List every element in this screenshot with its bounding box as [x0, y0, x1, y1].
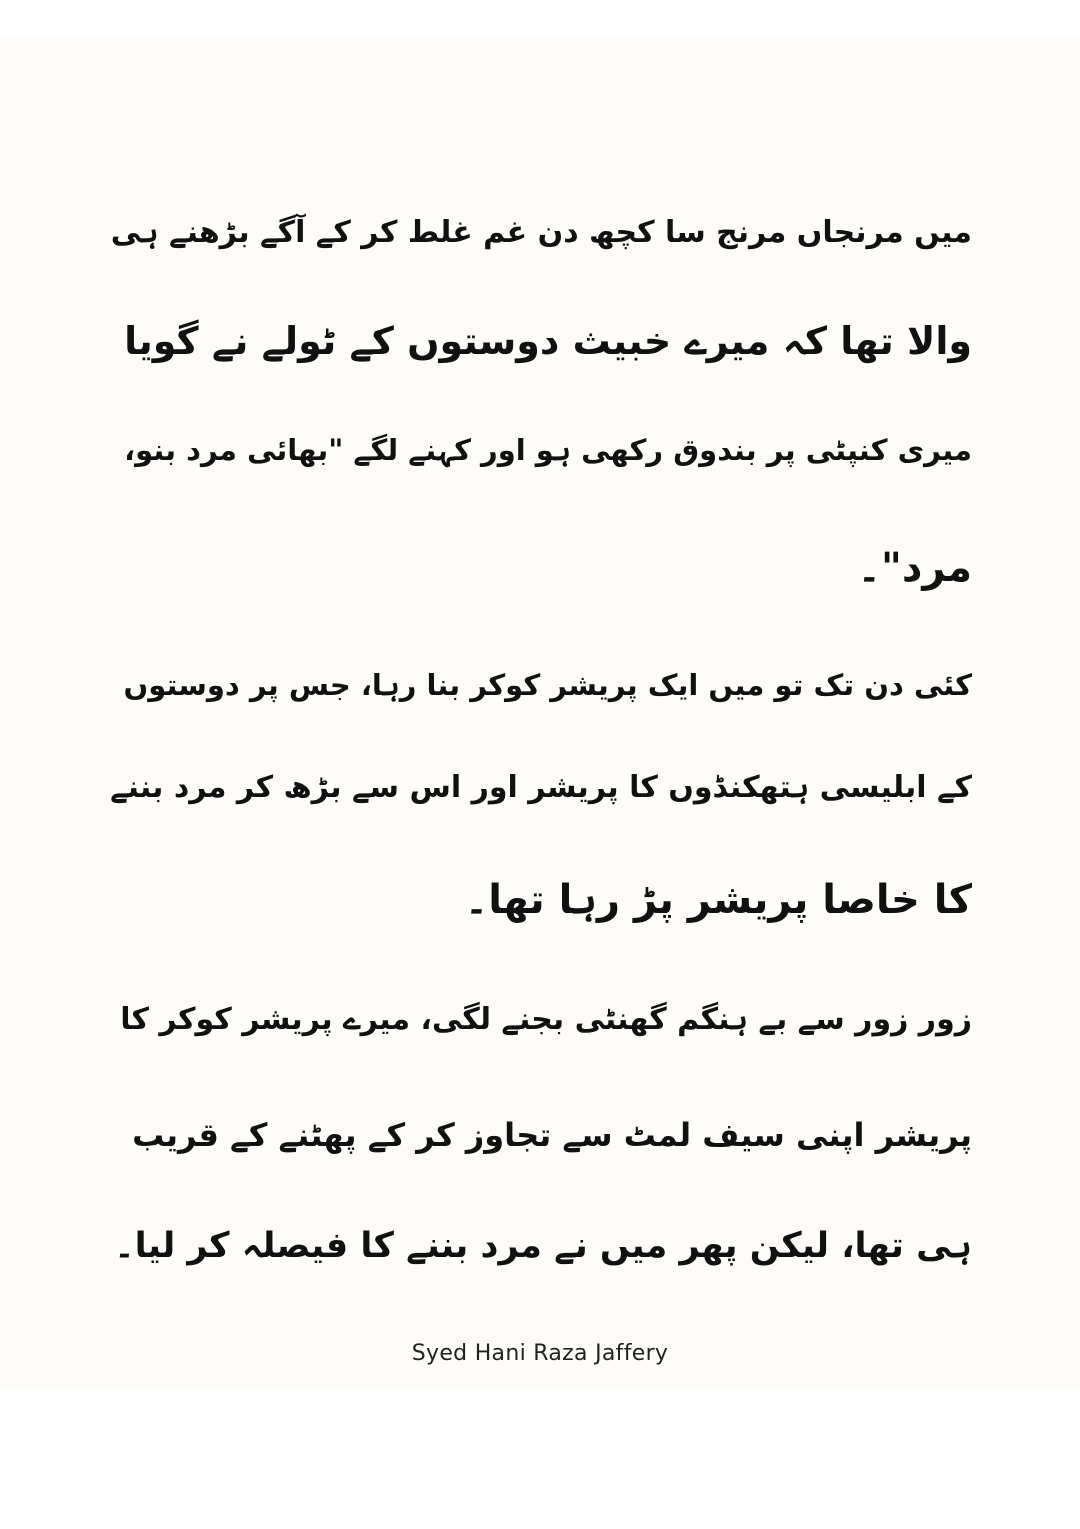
text-line: ہی تھا، لیکن پھر میں نے مرد بننے کا فیصلہ کر لیا۔	[114, 1226, 972, 1266]
text-line: میں مرنجاں مرنج سا کچھ دن غم غلط کر کے آگے بڑھنے ہی	[110, 215, 972, 250]
text-line: کئی دن تک تو میں ایک پریشر کوکر بنا رہا، جس پر دوستوں	[123, 668, 972, 702]
text-line: مرد"۔	[857, 545, 972, 591]
text-line: زور زور سے بے ہنگم گھنٹی بجنے لگی، میرے پریشر کوکر کا	[120, 1002, 972, 1037]
text-line: والا تھا کہ میرے خبیث دوستوں کے ٹولے نے گویا	[124, 319, 972, 363]
text-line: پریشر اپنی سیف لمٹ سے تجاوز کر کے پھٹنے کے قریب	[132, 1116, 972, 1154]
text-line: کے ابلیسی ہتھکنڈوں کا پریشر اور اس سے بڑھ کر مرد بننے	[110, 770, 972, 805]
text-line: میری کنپٹی پر بندوق رکھی ہو اور کہنے لگے "بھائی مرد بنو،	[124, 433, 972, 467]
author-credit: Syed Hani Raza Jaffery	[411, 1341, 669, 1366]
text-line: کا خاصا پریشر پڑ رہا تھا۔	[464, 877, 972, 923]
